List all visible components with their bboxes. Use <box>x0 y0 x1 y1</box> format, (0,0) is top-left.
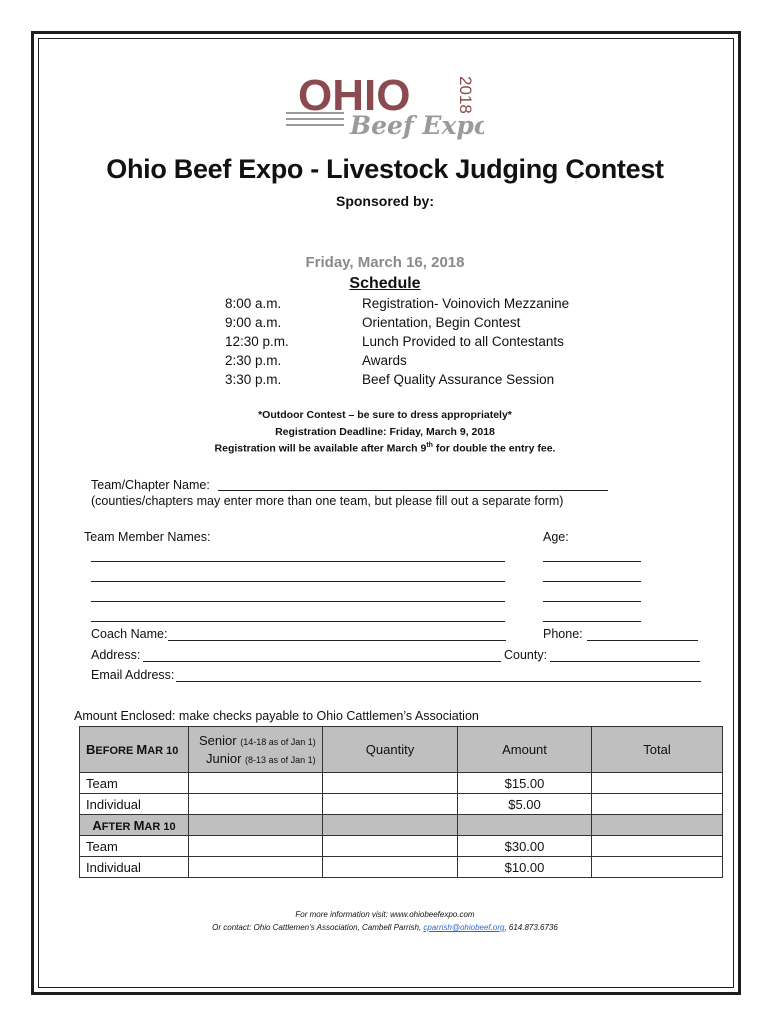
late-registration-note: Registration will be available after March 9th for double the entry fee. <box>214 442 556 455</box>
entry-type-cell: Individual <box>80 794 189 815</box>
schedule-time: 3:30 p.m. <box>225 372 282 387</box>
amount-header: Amount <box>458 727 592 773</box>
after-mar-10-row <box>80 815 723 836</box>
age-division-header: Senior (14-18 as of Jan 1) Junior (8-13 as of Jan 1) <box>189 727 323 773</box>
schedule-time: 8:00 a.m. <box>225 296 282 311</box>
team-chapter-note: (counties/chapters may enter more than one team, but please fill out a separate form) <box>91 494 564 508</box>
total-cell[interactable] <box>592 794 723 815</box>
member-age-field[interactable] <box>543 621 641 622</box>
schedule-desc: Awards <box>362 353 407 368</box>
team-member-names-label: Team Member Names: <box>84 530 211 544</box>
member-name-field[interactable] <box>91 581 505 582</box>
logo-year-text: 2018 <box>456 76 475 114</box>
table-header-row <box>80 727 723 773</box>
amount-cell: $10.00 <box>458 857 592 878</box>
age-division-cell[interactable] <box>189 836 323 857</box>
age-division-cell[interactable] <box>189 794 323 815</box>
coach-name-label: Coach Name: <box>91 627 168 641</box>
page-title: Ohio Beef Expo - Livestock Judging Contest <box>106 154 664 184</box>
quantity-cell[interactable] <box>323 773 458 794</box>
amount-enclosed-note: Amount Enclosed: make checks payable to Ohio Cattlemen’s Association <box>74 709 479 723</box>
schedule-time: 12:30 p.m. <box>225 334 289 349</box>
total-cell[interactable] <box>592 836 723 857</box>
ohio-beef-expo-logo <box>284 70 484 150</box>
entry-type-cell: Individual <box>80 857 189 878</box>
after-header-cell <box>323 815 458 836</box>
member-age-field[interactable] <box>543 601 641 602</box>
table-row <box>80 773 723 794</box>
team-chapter-field[interactable] <box>218 490 608 491</box>
before-mar-10-header: BEFORE MAR 10 <box>80 727 189 773</box>
member-age-field[interactable] <box>543 561 641 562</box>
age-label: Age: <box>543 530 569 544</box>
age-division-cell[interactable] <box>189 857 323 878</box>
sponsored-by: Sponsored by: <box>335 193 434 209</box>
county-field[interactable] <box>550 661 700 662</box>
contact-email-link[interactable]: cparrish@ohiobeef.org <box>423 923 505 932</box>
coach-name-field[interactable] <box>168 640 506 641</box>
total-cell[interactable] <box>592 857 723 878</box>
logo-ohio-text: OHIO <box>298 71 411 120</box>
schedule-desc: Registration- Voinovich Mezzanine <box>362 296 570 311</box>
table-row <box>80 794 723 815</box>
phone-label: Phone: <box>543 627 583 641</box>
quantity-cell[interactable] <box>323 794 458 815</box>
outdoor-note: *Outdoor Contest – be sure to dress appropriately* <box>258 409 512 421</box>
table-row <box>80 836 723 857</box>
entry-type-cell: Team <box>80 836 189 857</box>
deadline-note: Registration Deadline: Friday, March 9, 2018 <box>275 426 495 438</box>
fee-table <box>79 726 723 878</box>
total-cell[interactable] <box>592 773 723 794</box>
schedule-time: 9:00 a.m. <box>225 315 282 330</box>
amount-cell: $15.00 <box>458 773 592 794</box>
quantity-cell[interactable] <box>323 857 458 878</box>
quantity-header: Quantity <box>323 727 458 773</box>
total-header: Total <box>592 727 723 773</box>
phone-field[interactable] <box>587 640 698 641</box>
schedule-heading: Schedule <box>349 275 421 292</box>
schedule-desc: Orientation, Begin Contest <box>362 315 521 330</box>
county-label: County: <box>504 648 548 662</box>
email-address-label: Email Address: <box>91 668 175 682</box>
schedule-time: 2:30 p.m. <box>225 353 282 368</box>
entry-type-cell: Team <box>80 773 189 794</box>
footer-contact: Or contact: Ohio Cattlemen’s Association, Cambell Parrish, cparrish@ohiobeef.org, 614.873.6736 <box>212 923 558 932</box>
after-header-cell <box>458 815 592 836</box>
after-header-cell <box>189 815 323 836</box>
member-name-field[interactable] <box>91 561 505 562</box>
amount-cell: $30.00 <box>458 836 592 857</box>
address-field[interactable] <box>143 661 501 662</box>
event-date: Friday, March 16, 2018 <box>305 254 465 271</box>
email-address-field[interactable] <box>176 681 701 682</box>
table-row <box>80 857 723 878</box>
logo-beef-expo-text: Beef Expo <box>350 111 484 140</box>
member-name-field[interactable] <box>91 621 505 622</box>
after-header-cell <box>592 815 723 836</box>
schedule-desc: Beef Quality Assurance Session <box>362 372 555 387</box>
schedule-desc: Lunch Provided to all Contestants <box>362 334 564 349</box>
team-chapter-label: Team/Chapter Name: <box>91 478 210 492</box>
after-mar-10-header: AFTER MAR 10 <box>80 815 189 836</box>
amount-cell: $5.00 <box>458 794 592 815</box>
age-division-cell[interactable] <box>189 773 323 794</box>
member-name-field[interactable] <box>91 601 505 602</box>
address-label: Address: <box>91 648 141 662</box>
footer-info: For more information visit: www.ohiobeefexpo.com <box>295 910 475 919</box>
quantity-cell[interactable] <box>323 836 458 857</box>
member-age-field[interactable] <box>543 581 641 582</box>
